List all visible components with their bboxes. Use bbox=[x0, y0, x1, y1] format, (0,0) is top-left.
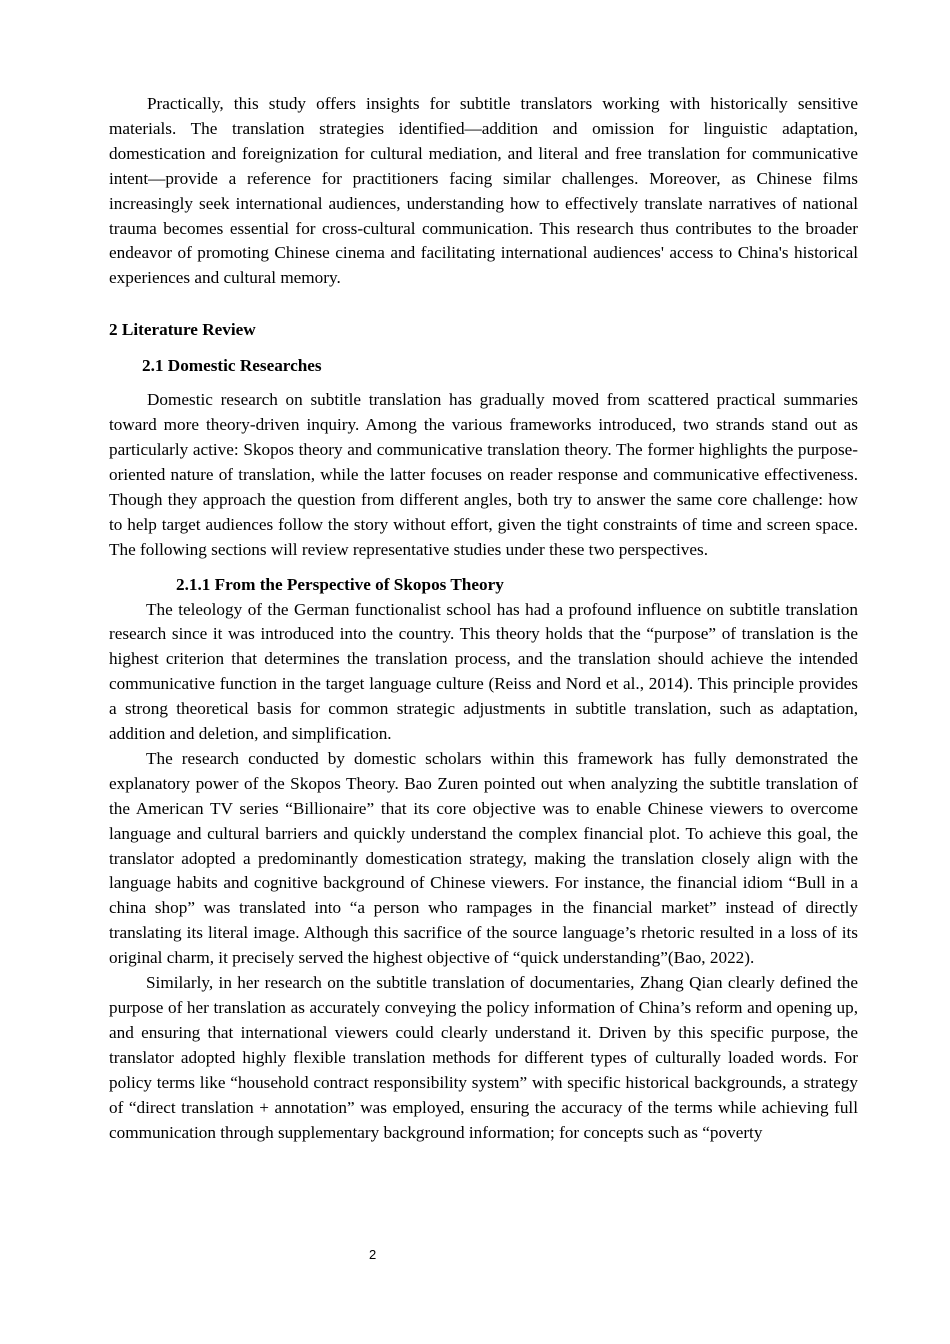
heading-domestic-researches: 2.1 Domestic Researches bbox=[142, 356, 322, 376]
paragraph-practical-implications: Practically, this study offers insights for subtitle translators working with historically sensitive materials. The translation strategies identified—addition and omission for linguistic adaptation, domestication and foreignization for cultural mediation, and literal and free translation for communicative intent—provide a reference for practitioners facing similar challenges. Moreover, as Chinese films increasingly seek international audiences, understanding how to effectively translate narratives of national trauma becomes essential for cross-cultural communication. This research thus contributes to the broader endeavor of promoting Chinese cinema and facilitating international audiences' access to China's historical experiences and cultural memory. bbox=[109, 94, 858, 288]
paragraph-bao-zuren: The research conducted by domestic scholars within this framework has fully demonstrated the explanatory power of the Skopos Theory. Bao Zuren pointed out when analyzing the subtitle translation of the American TV series “Billionaire” that its core objective was to enable Chinese viewers to overcome language and cultural barriers and quickly understand the complex financial plot. To achieve this goal, the translator adopted a predominantly domestication strategy, making the translation closely align with the language habits and cognitive background of Chinese viewers. For instance, the financial idiom “Bull in a china shop” was translated into “a person who rampages in the financial market” instead of directly translating its literal image. Although this sacrifice of the source language’s rhetoric resulted in a loss of its original charm, it precisely served the highest objective of “quick understanding”(Bao, 2022). bbox=[109, 748, 858, 968]
heading-literature-review: 2 Literature Review bbox=[109, 320, 256, 340]
paragraph-zhang-qian: Similarly, in her research on the subtitle translation of documentaries, Zhang Qian clearly defined the purpose of her translation as accurately conveying the policy information of China’s reform and opening up, and ensuring that international viewers could clearly understand it. Driven by this specific purpose, the translator adopted highly flexible translation methods for different types of culturally loaded words. For policy terms like “household contract responsibility system” with specific historical backgrounds, a strategy of “direct translation + annotation” was employed, ensuring the accuracy of the terms while achieving full communication through supplementary background information; for concepts such as “poverty bbox=[109, 973, 858, 1142]
document-page bbox=[109, 92, 858, 1145]
paragraph-teleology: The teleology of the German functionalist school has had a profound influence on subtitle translation research since it was introduced into the country. This theory holds that the “purpose” of translation is the highest criterion that determines the translation process, and the translation should achieve the intended communicative function in the target language culture (Reiss and Nord et al., 2014). This principle provides a strong theoretical basis for common strategic adjustments in subtitle translation, such as adaptation, addition and deletion, and simplification. bbox=[109, 599, 858, 744]
heading-skopos-theory: 2.1.1 From the Perspective of Skopos Theory bbox=[176, 574, 504, 594]
paragraph-domestic-intro: Domestic research on subtitle translation has gradually moved from scattered practical summaries toward more theory-driven inquiry. Among the various frameworks introduced, two strands stand out as particularly active: Skopos theory and communicative translation theory. The former highlights the purpose-oriented nature of translation, while the latter focuses on reader response and communicative effectiveness. Though they approach the question from different angles, both try to answer the same core challenge: how to help target audiences follow the story without effort, given the tight constraints of time and screen space. The following sections will review representative studies under these two perspectives. bbox=[109, 390, 858, 559]
page-number: 2 bbox=[369, 1247, 377, 1262]
